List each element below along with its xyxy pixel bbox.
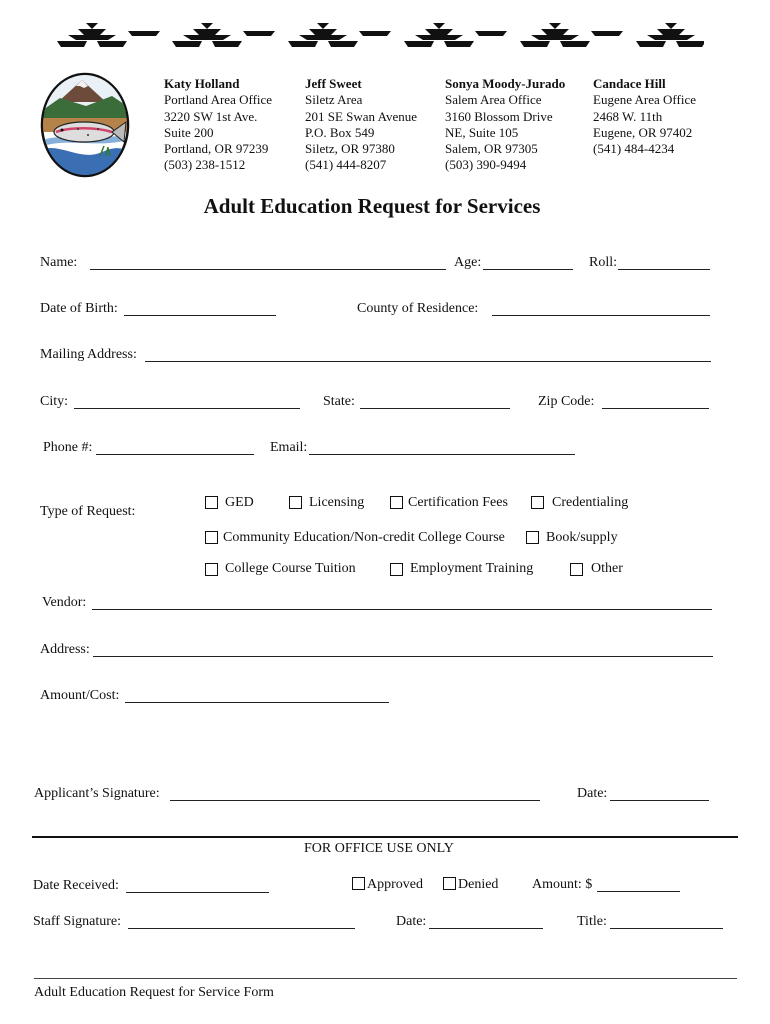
denied-checkbox[interactable] — [443, 877, 456, 890]
employment-training-label: Employment Training — [410, 561, 534, 576]
phone-label: Phone #: — [43, 440, 93, 455]
mailing-address-field[interactable] — [145, 361, 711, 362]
amount-field[interactable] — [597, 891, 680, 892]
book-supply-label: Book/supply — [546, 530, 618, 545]
staff-date-field[interactable] — [429, 928, 543, 929]
contact-line: Salem Area Office — [445, 92, 542, 108]
ged-label: GED — [225, 495, 254, 510]
certification-fees-label: Certification Fees — [408, 495, 508, 510]
other-label: Other — [591, 561, 623, 576]
licensing-label: Licensing — [309, 495, 365, 510]
contact-candace-hill — [593, 76, 696, 157]
tribe-seal-logo — [40, 72, 130, 178]
contact-line: NE, Suite 105 — [445, 124, 519, 140]
college-tuition-label: College Course Tuition — [225, 561, 356, 576]
contact-line: 201 SE Swan Avenue — [305, 108, 418, 124]
roll-field[interactable] — [618, 269, 710, 270]
contact-line: P.O. Box 549 — [305, 124, 375, 140]
contact-line: Portland, OR 97239 — [164, 141, 269, 157]
credentialing-checkbox[interactable] — [531, 496, 544, 509]
contact-line: Salem, OR 97305 — [445, 141, 538, 157]
staff-date-label: Date: — [396, 914, 427, 929]
contact-katy-holland — [164, 76, 272, 174]
approved-label: Approved — [367, 877, 423, 892]
county-label: County of Residence: — [357, 301, 479, 316]
contact-jeff-sweet — [305, 76, 417, 174]
city-label: City: — [40, 394, 69, 409]
email-label: Email: — [270, 440, 308, 455]
zip-label: Zip Code: — [538, 394, 595, 409]
contact-line: 2468 W. 11th — [593, 108, 663, 124]
community-education-label: Community Education/Non-credit College Course — [223, 530, 505, 545]
contact-sonya-moody-jurado — [445, 76, 565, 174]
contact-name: Katy Holland — [164, 76, 240, 91]
community-education-checkbox[interactable] — [205, 531, 218, 544]
address-field[interactable] — [93, 656, 713, 657]
contact-line: Eugene, OR 97402 — [593, 124, 693, 140]
office-use-heading: FOR OFFICE USE ONLY — [304, 841, 454, 856]
email-field[interactable] — [309, 454, 575, 455]
contact-name: Sonya Moody-Jurado — [445, 76, 566, 91]
office-divider — [32, 836, 738, 838]
applicant-date-field[interactable] — [610, 800, 709, 801]
credentialing-label: Credentialing — [552, 495, 629, 510]
contact-name: Jeff Sweet — [305, 76, 362, 91]
contact-line: Eugene Area Office — [593, 92, 696, 108]
licensing-checkbox[interactable] — [289, 496, 302, 509]
certification-fees-checkbox[interactable] — [390, 496, 403, 509]
employment-training-checkbox[interactable] — [390, 563, 403, 576]
applicant-signature-label: Applicant’s Signature: — [34, 786, 160, 801]
amount-cost-field[interactable] — [125, 702, 389, 703]
form-title: Adult Education Request for Services — [203, 194, 541, 218]
state-field[interactable] — [360, 408, 510, 409]
staff-title-label: Title: — [577, 914, 607, 929]
contact-line: (541) 444-8207 — [305, 157, 387, 173]
date-received-label: Date Received: — [33, 878, 119, 893]
decorative-border — [52, 20, 704, 50]
staff-signature-field[interactable] — [128, 928, 355, 929]
contact-line: 3220 SW 1st Ave. — [164, 108, 258, 124]
staff-title-field[interactable] — [610, 928, 723, 929]
amount-label: Amount: $ — [532, 877, 593, 892]
zip-field[interactable] — [602, 408, 709, 409]
vendor-field[interactable] — [92, 609, 712, 610]
applicant-signature-field[interactable] — [170, 800, 540, 801]
date-received-field[interactable] — [126, 892, 269, 893]
type-of-request-label: Type of Request: — [40, 504, 136, 519]
applicant-date-label: Date: — [577, 786, 608, 801]
name-field[interactable] — [90, 269, 446, 270]
contact-line: (503) 390-9494 — [445, 157, 527, 173]
book-supply-checkbox[interactable] — [526, 531, 539, 544]
college-tuition-checkbox[interactable] — [205, 563, 218, 576]
staff-signature-label: Staff Signature: — [33, 914, 122, 929]
contact-line: Portland Area Office — [164, 92, 273, 108]
contact-line: (541) 484-4234 — [593, 141, 675, 157]
vendor-label: Vendor: — [42, 595, 87, 610]
contact-line: Suite 200 — [164, 124, 214, 140]
dob-field[interactable] — [124, 315, 276, 316]
denied-label: Denied — [458, 877, 499, 892]
name-label: Name: — [40, 255, 78, 270]
contact-line: Siletz, OR 97380 — [305, 141, 395, 157]
age-label: Age: — [454, 255, 482, 270]
amount-cost-label: Amount/Cost: — [40, 688, 120, 703]
roll-label: Roll: — [589, 255, 618, 270]
address-label: Address: — [40, 642, 90, 657]
approved-checkbox[interactable] — [352, 877, 365, 890]
city-field[interactable] — [74, 408, 300, 409]
ged-checkbox[interactable] — [205, 496, 218, 509]
footer-divider — [34, 978, 737, 979]
contact-name: Candace Hill — [593, 76, 666, 91]
phone-field[interactable] — [96, 454, 254, 455]
mailing-address-label: Mailing Address: — [40, 347, 137, 362]
age-field[interactable] — [483, 269, 573, 270]
contact-line: (503) 238-1512 — [164, 157, 246, 173]
dob-label: Date of Birth: — [40, 301, 118, 316]
other-checkbox[interactable] — [570, 563, 583, 576]
contact-line: 3160 Blossom Drive — [445, 108, 553, 124]
county-field[interactable] — [492, 315, 710, 316]
footer-text: Adult Education Request for Service Form — [34, 985, 274, 1000]
contact-line: Siletz Area — [305, 92, 363, 108]
state-label: State: — [323, 394, 355, 409]
